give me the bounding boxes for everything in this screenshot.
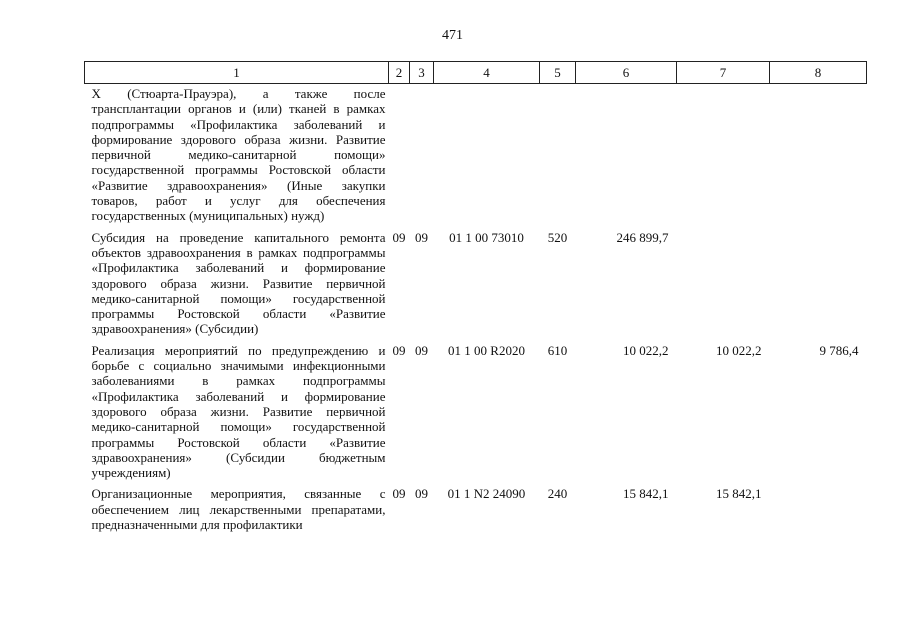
header-cell-8: 8	[770, 62, 867, 84]
row-description: Организационные мероприятия, связанные с обеспечением лиц лекарственными препаратами, предназначенными для профилактики	[91, 486, 386, 533]
row-target-code: 01 1 N2 24090	[447, 486, 526, 502]
header-cell-1: 1	[85, 62, 389, 84]
row-amount-year-2: 15 842,1	[716, 486, 762, 502]
row-amount-year-1: 246 899,7	[616, 229, 669, 245]
row-amount-year-1	[576, 84, 677, 228]
page-number: 471	[442, 28, 463, 43]
row-section: 09	[392, 342, 406, 358]
header-cell-6: 6	[576, 62, 677, 84]
row-expense-type: 520	[547, 229, 568, 245]
row-target-code	[434, 84, 540, 228]
row-amount-year-3	[770, 484, 867, 536]
table-row	[85, 228, 867, 341]
row-subsection	[410, 84, 434, 228]
header-cell-7: 7	[677, 62, 770, 84]
header-cell-3: 3	[410, 62, 434, 84]
row-subsection: 09	[415, 486, 428, 502]
row-amount-year-2	[677, 84, 770, 228]
row-section	[389, 84, 410, 228]
row-description: Субсидия на проведение капитального ремонта объектов здравоохранения в рамках подпрограммы «Профилактика заболеваний и формирование здорового образа жизни. Развитие первичной медико-санитарной помощи» государственной программы Ростовской области «Развитие здравоохранения» (Субсидии)	[91, 229, 386, 337]
row-amount-year-3	[770, 84, 867, 228]
row-expense-type: 240	[547, 486, 568, 502]
row-expense-type: 610	[547, 342, 568, 358]
table-row	[85, 84, 867, 228]
row-subsection: 09	[415, 229, 428, 245]
row-expense-type	[540, 84, 576, 228]
budget-table	[84, 61, 867, 536]
table-row	[85, 484, 867, 536]
header-cell-5: 5	[540, 62, 576, 84]
row-amount-year-1: 15 842,1	[623, 486, 669, 502]
table-row	[85, 341, 867, 485]
header-cell-2: 2	[389, 62, 410, 84]
row-section: 09	[392, 486, 406, 502]
row-section: 09	[392, 229, 406, 245]
row-target-code: 01 1 00 R2020	[448, 342, 525, 358]
row-amount-year-3: 9 786,4	[819, 342, 859, 358]
row-target-code: 01 1 00 73010	[449, 229, 524, 245]
row-subsection: 09	[415, 342, 428, 358]
header-cell-4: 4	[434, 62, 540, 84]
row-amount-year-2	[677, 228, 770, 341]
table-header-row	[85, 62, 867, 84]
row-description: X (Стюарта-Прауэра), а также после трансплантации органов и (или) тканей в рамках подпрограммы «Профилактика заболеваний и формирование здорового образа жизни. Развитие первичной медико-санитарной помощи» государственной программы Ростовской области «Развитие здравоохранения» (Иные закупки товаров, работ и услуг для обеспечения государственных (муниципальных) нужд)	[91, 86, 386, 224]
row-amount-year-2: 10 022,2	[716, 342, 762, 358]
row-amount-year-3	[770, 228, 867, 341]
row-amount-year-1: 10 022,2	[623, 342, 669, 358]
row-description: Реализация мероприятий по предупреждению и борьбе с социально значимыми инфекционными заболеваниями в рамках подпрограммы «Профилактика заболеваний и формирование здорового образа жизни. Развитие первичной медико-санитарной помощи» государственной программы Ростовской области «Развитие здравоохранения» (Субсидии бюджетным учреждениям)	[91, 342, 386, 481]
